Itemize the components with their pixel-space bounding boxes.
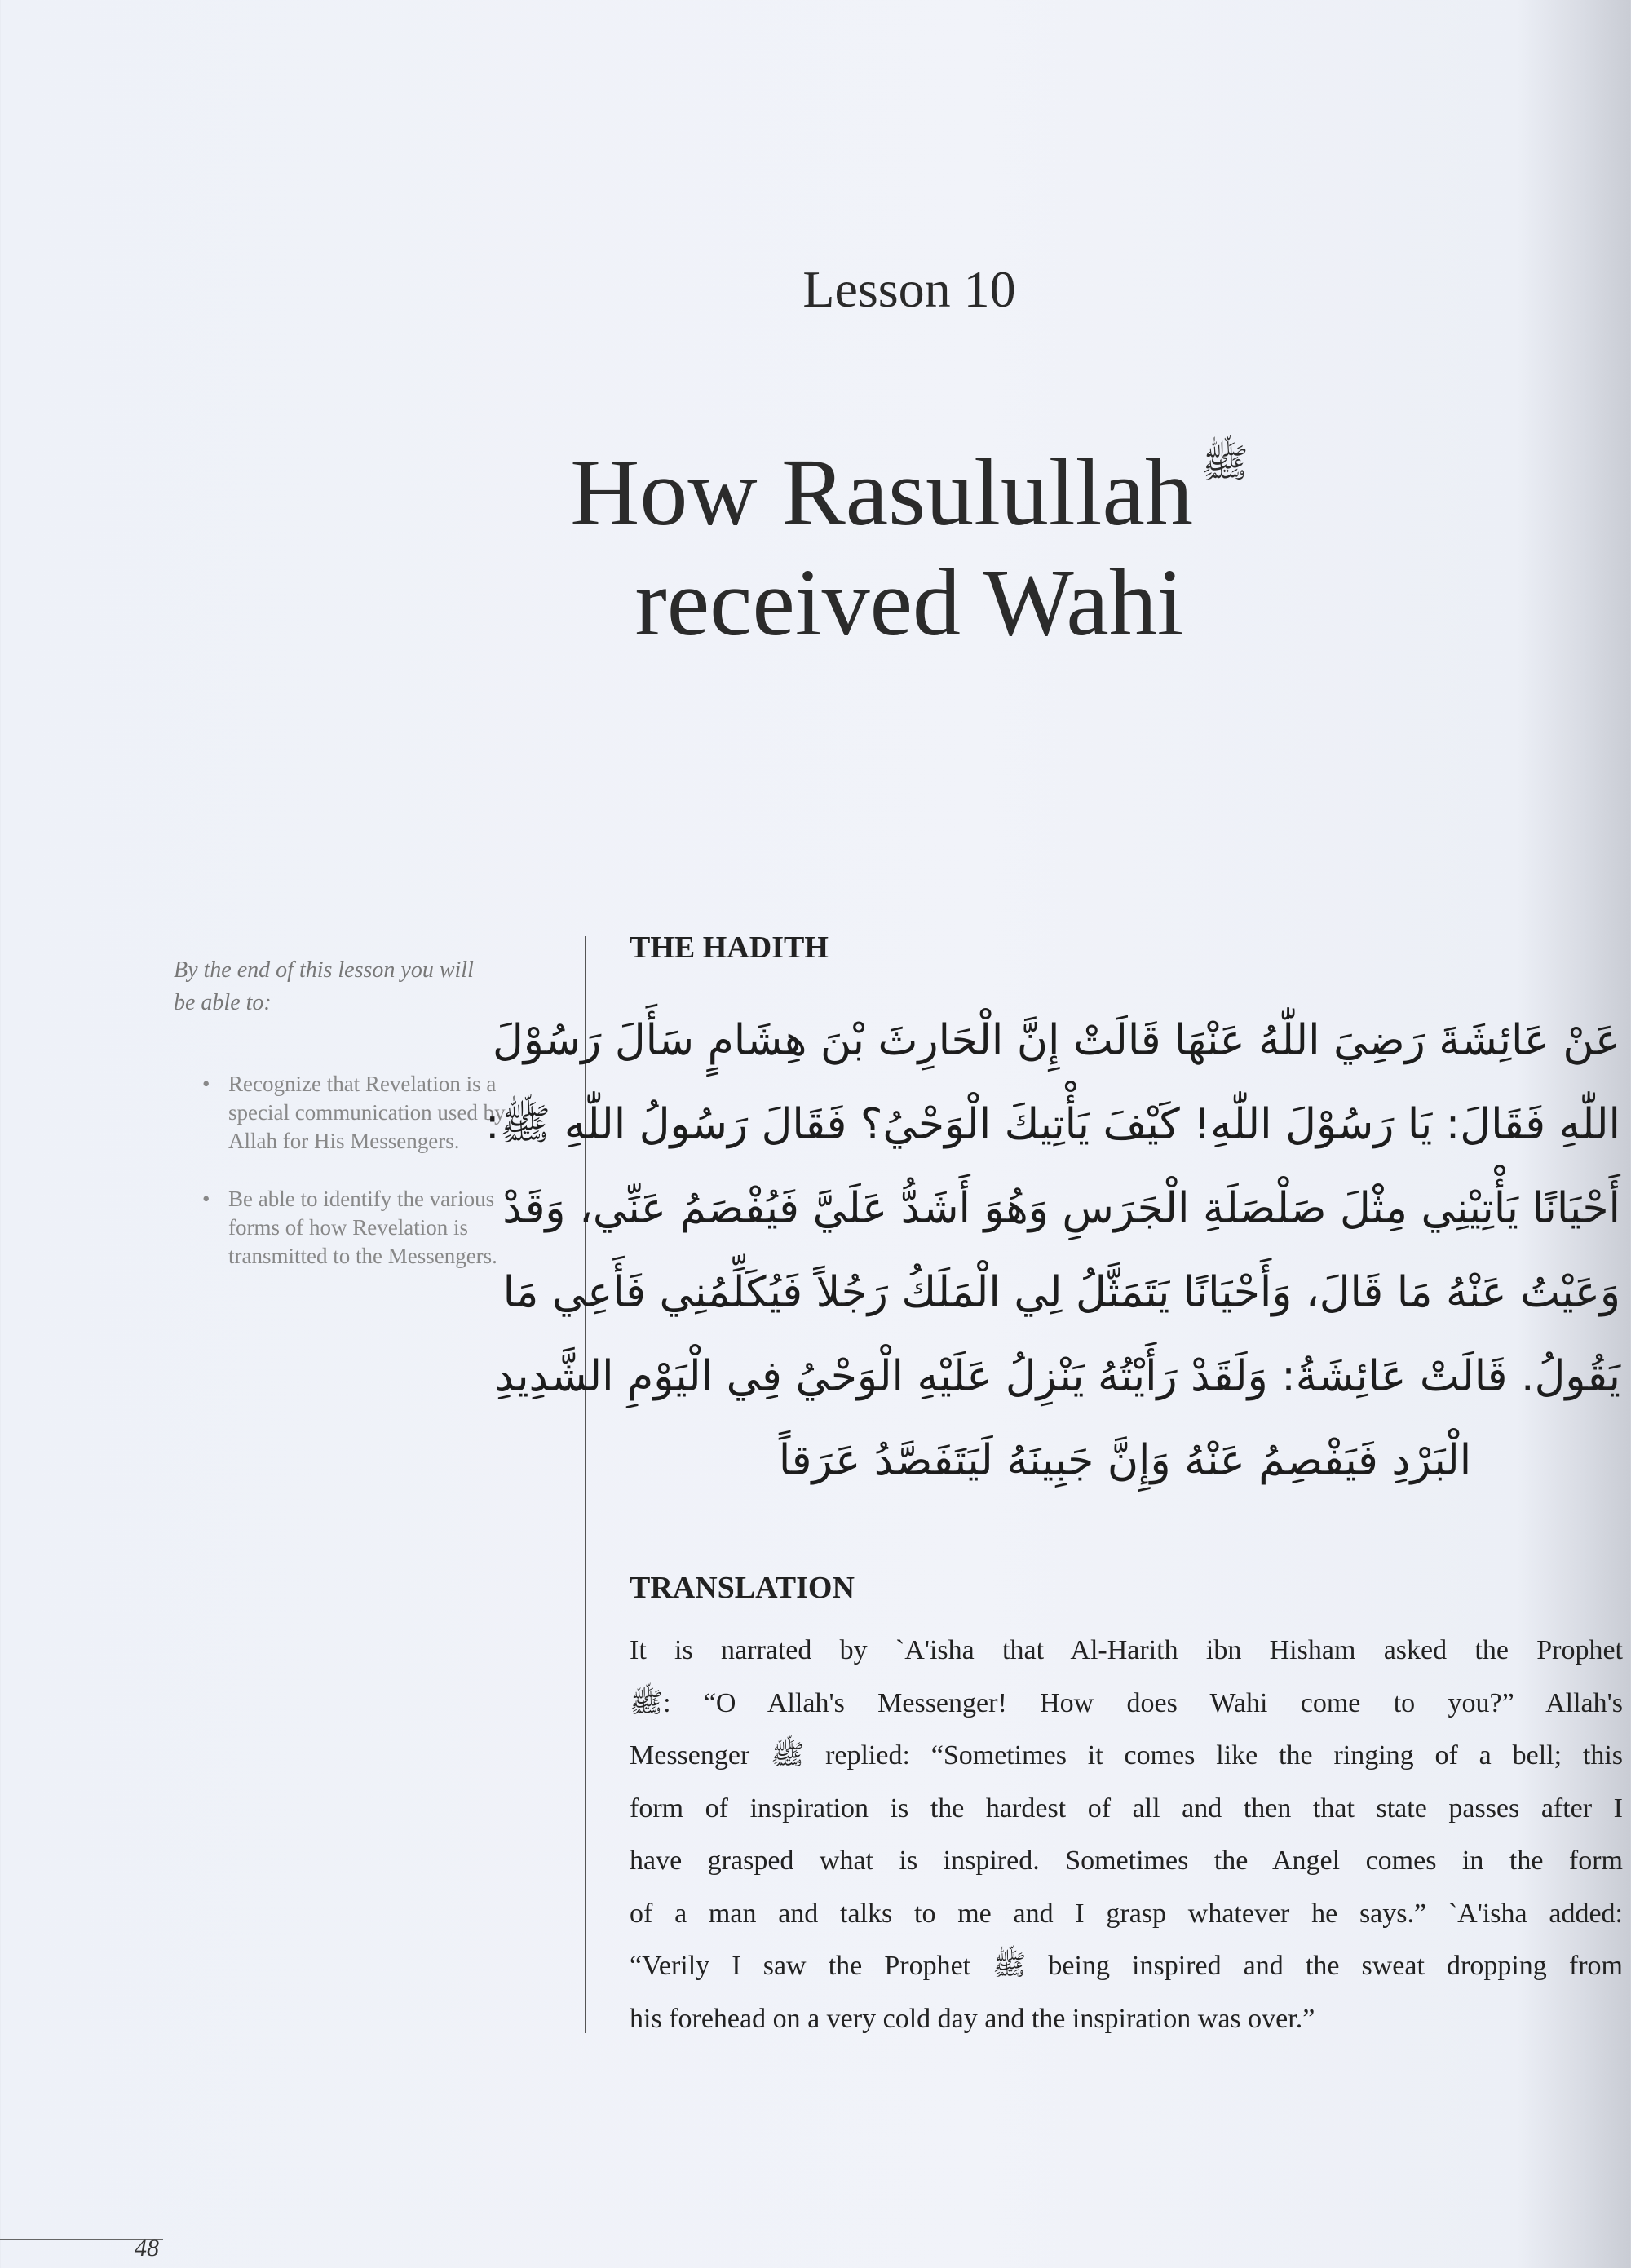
translation-line: It is narrated by `A'isha that Al-Harith ibn Hisham asked the Prophet (630, 1635, 1623, 1665)
page-title-line-2: received Wahi (634, 549, 1184, 656)
bullet-icon: • (202, 1072, 210, 1096)
translation-line: ﷺ: “O Allah's Messenger! How does Wahi come to you?” Allah's (630, 1687, 1623, 1718)
objectives-intro: By the end of this lesson you will be able to: (174, 957, 474, 1015)
translation-line: Messenger ﷺ replied: “Sometimes it comes like the ringing of a bell; this (630, 1740, 1623, 1771)
objective-text: Be able to identify the various forms of how Revelation is transmitted to the Messengers. (228, 1187, 497, 1268)
title-text: How Rasulullah (570, 439, 1193, 546)
arabic-line: الْبَرْدِ فَيَفْصِمُ عَنْهُ وَإِنَّ جَبِينَهُ لَيَتَفَصَّدُ عَرَقاً (778, 1436, 1472, 1485)
hadith-arabic-text (484, 999, 1620, 1503)
translation-line: have grasped what is inspired. Sometimes the Angel comes in the form (630, 1846, 1623, 1876)
page-title-line-1 (0, 439, 1631, 546)
arabic-line: يَقُولُ. قَالَتْ عَائِشَةُ: وَلَقَدْ رَأَيْتُهُ يَنْزِلُ عَلَيْهِ الْوَحْيُ فِي الْيَوْمِ الشَّدِيدِ (494, 1352, 1620, 1401)
arabic-line: أَحْيَانًا يَأْتِيْنِي مِثْلَ صَلْصَلَةِ الْجَرَسِ وَهُوَ أَشَدُّ عَلَيَّ فَيُفْصَمُ عَنِّي، وَقَدْ (502, 1184, 1620, 1233)
objective-item (194, 1185, 537, 1271)
translation-line: “Verily I saw the Prophet ﷺ being inspired and the sweat dropping from (630, 1951, 1624, 1981)
page-number: 48 (135, 2235, 159, 2261)
arabic-line: وَعَيْتُ عَنْهُ مَا قَالَ، وَأَحْيَانًا يَتَمَثَّلُ لِي الْمَلَكُ رَجُلاً فَيُكَلِّمُنِي فَأَعِي مَا (502, 1268, 1620, 1317)
lesson-label: Lesson 10 (802, 260, 1016, 318)
arabic-line: اللّٰهِ فَقَالَ: يَا رَسُوْلَ اللّٰهِ! كَيْفَ يَأْتِيكَ الْوَحْيُ؟ فَقَالَ رَسُولُ اللّٰهِ ﷺ: (484, 1100, 1620, 1149)
hadith-heading: THE HADITH (630, 931, 829, 965)
objective-text: Recognize that Revelation is a special communication used by Allah for His Messengers. (228, 1072, 506, 1153)
bullet-icon: • (202, 1187, 210, 1211)
honorific-symbol: ﷺ (1200, 442, 1249, 485)
translation-line: form of inspiration is the hardest of all and then that state passes after I (630, 1793, 1623, 1824)
arabic-line: عَنْ عَائِشَةَ رَضِيَ اللّٰهُ عَنْهَا قَالَتْ إِنَّ الْحَارِثَ بْنَ هِشَامٍ سَأَلَ رَسُوْلَ (492, 1016, 1620, 1065)
translation-line: of a man and talks to me and I grasp whatever he says.” `A'isha added: (630, 1898, 1623, 1929)
translation-line: his forehead on a very cold day and the inspiration was over.” (630, 2003, 1315, 2034)
translation-text (630, 1625, 1623, 2045)
translation-heading: TRANSLATION (630, 1571, 855, 1605)
